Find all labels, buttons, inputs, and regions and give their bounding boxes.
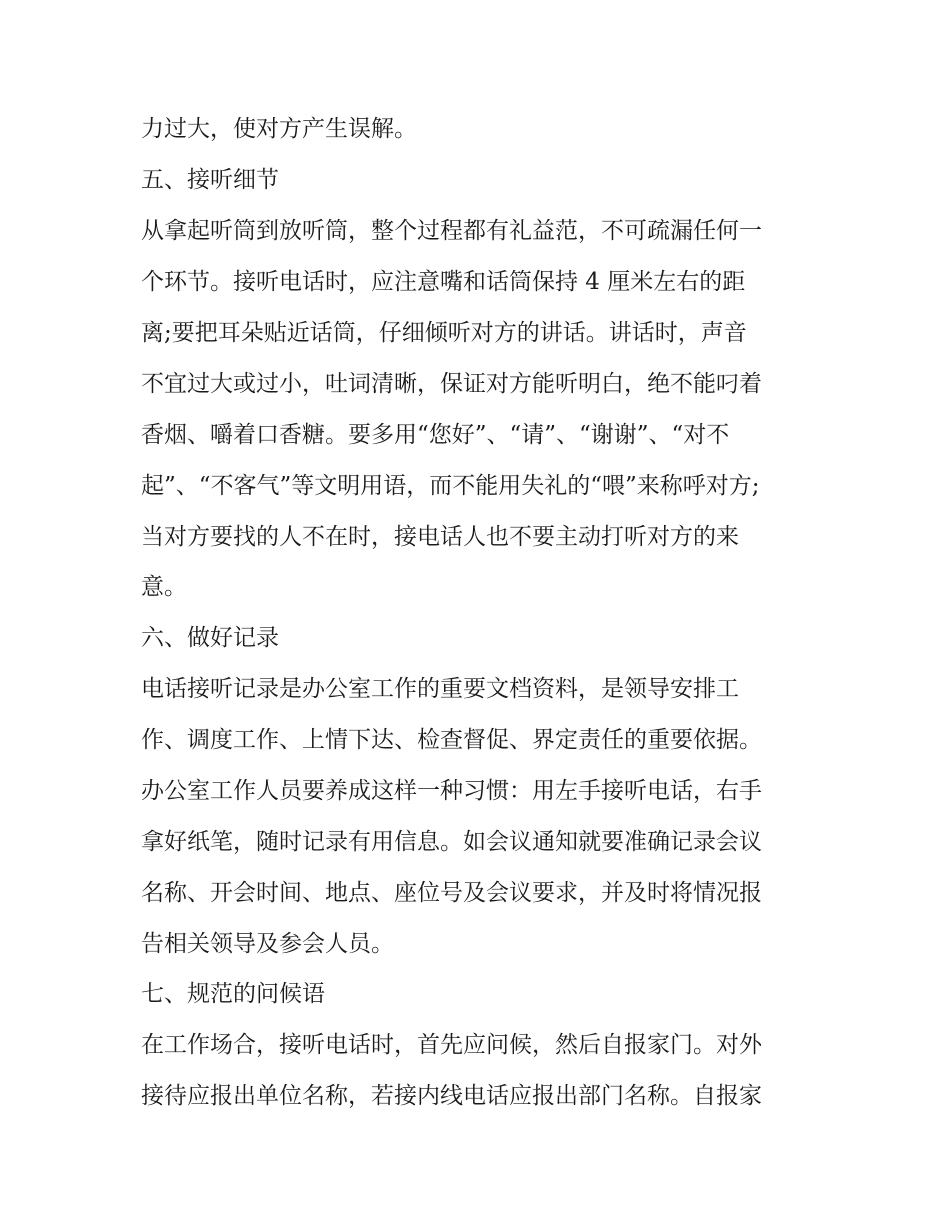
- text-line: 拿好纸笔，随时记录有用信息。如会议通知就要准确记录会议: [141, 829, 762, 855]
- text-line: 不宜过大或过小，吐词清晰，保证对方能听明白，绝不能叼着: [141, 371, 762, 397]
- text-line: 告相关领导及参会人员。: [141, 931, 394, 957]
- section-heading: 五、接听细节: [141, 167, 279, 193]
- text-line: 力过大，使对方产生误解。: [141, 116, 417, 142]
- text-line: 香烟、嚼着口香糖。要多用“您好”、“请”、“谢谢”、“对不: [141, 422, 730, 448]
- text-line: 从拿起听筒到放听筒，整个过程都有礼益范，不可疏漏任何一: [141, 218, 762, 244]
- text-line: 名称、开会时间、地点、座位号及会议要求，并及时将情况报: [141, 880, 762, 906]
- text-line: 当对方要找的人不在时，接电话人也不要主动打听对方的来: [141, 524, 739, 550]
- text-line: 离;要把耳朵贴近话筒，仔细倾听对方的讲话。讲话时，声音: [141, 320, 747, 346]
- section-heading: 六、做好记录: [141, 625, 279, 651]
- text-line: 电话接听记录是办公室工作的重要文档资料，是领导安排工: [141, 676, 739, 702]
- text-line: 接待应报出单位名称，若接内线电话应报出部门名称。自报家: [141, 1083, 762, 1109]
- text-line: 办公室工作人员要养成这样一种习惯：用左手接听电话，右手: [141, 778, 762, 804]
- text-line: 个环节。接听电话时，应注意嘴和话筒保持 4 厘米左右的距: [141, 269, 746, 295]
- text-line: 在工作场合，接听电话时，首先应问候，然后自报家门。对外: [141, 1032, 762, 1058]
- section-heading: 七、规范的问候语: [141, 981, 325, 1007]
- text-line: 意。: [141, 574, 187, 600]
- text-line: 起”、“不客气”等文明用语，而不能用失礼的“喂”来称呼对方;: [141, 473, 760, 499]
- text-line: 作、调度工作、上情下达、检查督促、界定责任的重要依据。: [141, 727, 762, 753]
